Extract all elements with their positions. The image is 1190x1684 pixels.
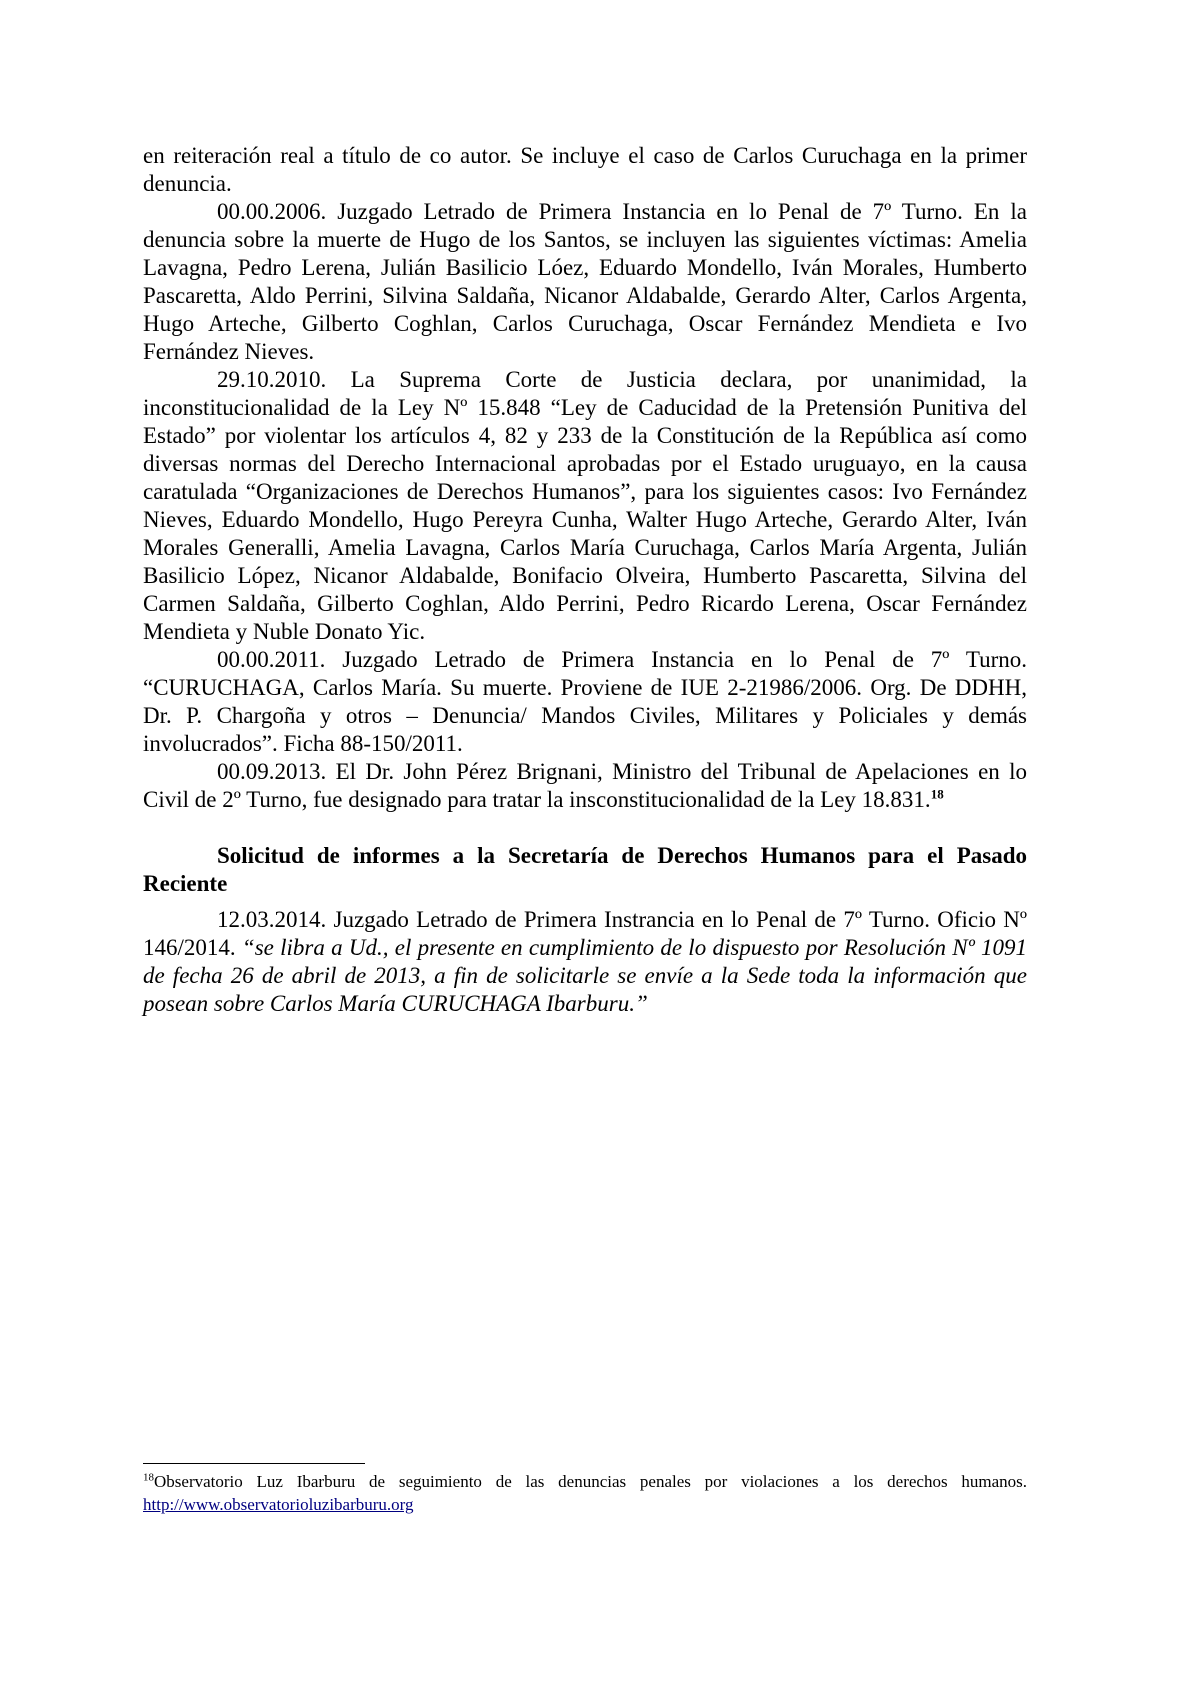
paragraph-2013-text: 00.09.2013. El Dr. John Pérez Brignani, Ministro del Tribunal de Apelaciones en lo Civil de 2º Turno, fue designado para tratar la insconstitucionalidad de la Ley 18.831. — [143, 759, 1027, 812]
footnote-number: 18 — [143, 1471, 154, 1484]
paragraph-2010: 29.10.2010. La Suprema Corte de Justicia declara, por unanimidad, la inconstitucionalidad de la Ley Nº 15.848 “Ley de Caducidad de la Pretensión Punitiva del Estado” por violentar los artículos 4, 82 y 233 de la Constitución de la República así como diversas normas del Derecho Internacional aprobadas por el Estado uruguayo, en la causa caratulada “Organizaciones de Derechos Humanos”, para los siguientes casos: Ivo Fernández Nieves, Eduardo Mondello, Hugo Pereyra Cunha, Walter Hugo Arteche, Gerardo Alter, Iván Morales Generalli, Amelia Lavagna, Carlos María Curuchaga, Carlos María Argenta, Julián Basilicio López, Nicanor Aldabalde, Bonifacio Olveira, Humberto Pascaretta, Silvina del Carmen Saldaña, Gilberto Coghlan, Aldo Perrini, Pedro Ricardo Lerena, Oscar Fernández Mendieta y Nuble Donato Yic. — [143, 367, 1027, 644]
footnote-separator — [143, 1463, 365, 1464]
paragraph-2006: 00.00.2006. Juzgado Letrado de Primera Instancia en lo Penal de 7º Turno. En la denuncia sobre la muerte de Hugo de los Santos, se incluyen las siguientes víctimas: Amelia Lavagna, Pedro Lerena, Julián Basilicio Lóez, Eduardo Mondello, Iván Morales, Humberto Pascaretta, Aldo Perrini, Silvina Saldaña, Nicanor Aldabalde, Gerardo Alter, Carlos Argenta, Hugo Arteche, Gilberto Coghlan, Carlos Curuchaga, Oscar Fernández Mendieta e Ivo Fernández Nieves. — [143, 199, 1027, 364]
footnote-link[interactable]: http://www.observatorioluzibarburu.org — [143, 1495, 414, 1514]
footnote-reference[interactable]: 18 — [930, 786, 944, 802]
document-body — [143, 142, 1027, 1018]
paragraph-2013 — [143, 758, 1027, 814]
paragraph-2014-lead: 12.03.2014. Juzgado Letrado de Primera Instrancia en lo Penal de 7º Turno. Oficio Nº 146/2014. — [143, 907, 1027, 960]
footnote-text: Observatorio Luz Ibarburu de seguimiento de las denuncias penales por violaciones a los derechos humanos. — [154, 1472, 1027, 1491]
paragraph-continuation: en reiteración real a título de co autor. Se incluye el caso de Carlos Curuchaga en la primer denuncia. — [143, 143, 1027, 196]
footnote — [143, 1470, 1027, 1516]
paragraph-2014-quote: “se libra a Ud., el presente en cumplimiento de lo dispuesto por Resolución Nº 1091 de fecha 26 de abril de 2013, a fin de solicitarle se envíe a la Sede toda la información que posean sobre Carlos María CURUCHAGA Ibarburu.” — [143, 935, 1028, 1016]
paragraph-2011: 00.00.2011. Juzgado Letrado de Primera Instancia en lo Penal de 7º Turno. “CURUCHAGA, Carlos María. Su muerte. Proviene de IUE 2-21986/2006. Org. De DDHH, Dr. P. Chargoña y otros – Denuncia/ Mandos Civiles, Militares y Policiales y demás involucrados”. Ficha 88-150/2011. — [143, 647, 1027, 756]
paragraph-2014 — [143, 906, 1027, 1018]
section-heading: Solicitud de informes a la Secretaría de Derechos Humanos para el Pasado Reciente — [143, 843, 1027, 896]
